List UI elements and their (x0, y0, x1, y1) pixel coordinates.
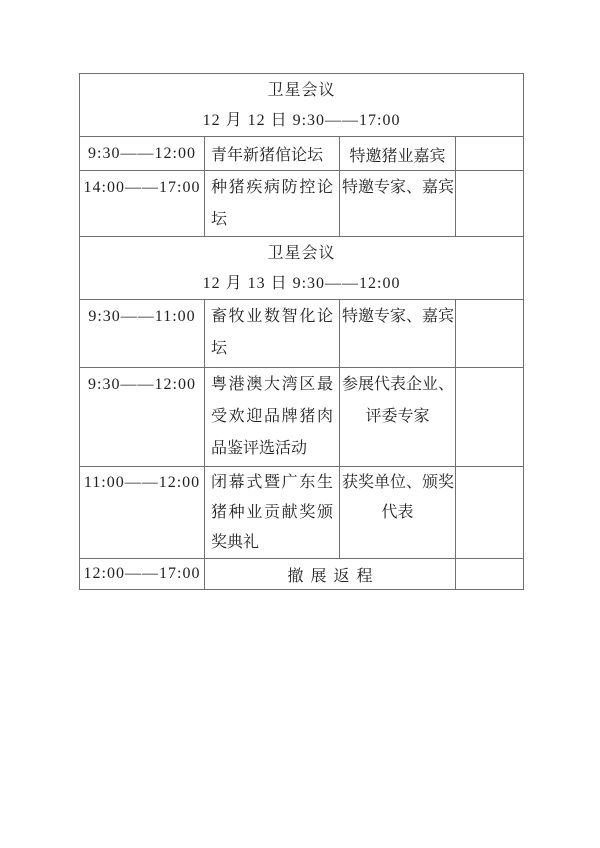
empty-cell (456, 467, 524, 559)
table-row (80, 171, 524, 237)
event-cell (205, 368, 340, 467)
section-header-row (80, 237, 524, 300)
event-line: 猪种业贡献奖颁 (211, 504, 333, 521)
empty-cell (456, 137, 524, 171)
event-line: 品鉴评选活动 (211, 440, 308, 457)
event-cell (205, 467, 340, 559)
section-datetime: 12 月 12 日 9:30——17:00 (202, 112, 401, 129)
attendees-cell (340, 368, 456, 467)
event-line: 受欢迎品牌猪肉 (211, 408, 333, 425)
event-line: 奖典礼 (211, 534, 260, 551)
table-row (80, 137, 524, 171)
event-cell (205, 300, 340, 368)
event-line: 青年新猪倌论坛 (211, 147, 324, 164)
attendees-line: 参展代表企业、 (342, 376, 455, 393)
event-cell (205, 171, 340, 237)
table-row (80, 300, 524, 368)
empty-cell (456, 368, 524, 467)
attendees-line: 特邀专家、嘉宾 (342, 308, 455, 325)
time-cell: 14:00——17:00 (80, 171, 205, 237)
attendees-line: 评委专家 (365, 408, 430, 425)
event-cell (205, 137, 340, 171)
attendees-line: 获奖单位、颁奖 (342, 474, 455, 491)
section-title: 卫星会议 (267, 245, 336, 262)
table-row (80, 559, 524, 590)
table-row (80, 368, 524, 467)
conference-schedule-table (79, 73, 524, 590)
attendees-cell (340, 171, 456, 237)
attendees-cell (340, 300, 456, 368)
section-header-row (80, 74, 524, 137)
attendees-cell (340, 137, 456, 171)
time-cell: 9:30——11:00 (80, 300, 205, 368)
section-datetime: 12 月 13 日 9:30——12:00 (202, 275, 401, 292)
event-line: 坛 (211, 211, 228, 228)
event-line: 坛 (211, 340, 228, 357)
table-row (80, 467, 524, 559)
empty-cell (456, 171, 524, 237)
event-line: 种猪疾病防控论 (211, 179, 333, 196)
merged-event-cell: 撤展返程 (205, 559, 456, 590)
event-line: 粤港澳大湾区最 (211, 376, 333, 393)
event-line: 闭幕式暨广东生 (211, 474, 333, 491)
section-header-cell (80, 237, 524, 300)
section-title: 卫星会议 (267, 82, 336, 99)
attendees-line: 特邀专家、嘉宾 (342, 179, 455, 196)
empty-cell (456, 559, 524, 590)
time-cell: 9:30——12:00 (80, 137, 205, 171)
attendees-line: 代表 (381, 504, 414, 521)
event-line: 畜牧业数智化论 (211, 308, 333, 325)
attendees-cell (340, 467, 456, 559)
attendees-line: 特邀猪业嘉宾 (349, 147, 446, 165)
time-cell: 9:30——12:00 (80, 368, 205, 467)
time-cell: 11:00——12:00 (80, 467, 205, 559)
section-header-cell (80, 74, 524, 137)
empty-cell (456, 300, 524, 368)
time-cell: 12:00——17:00 (80, 559, 205, 590)
